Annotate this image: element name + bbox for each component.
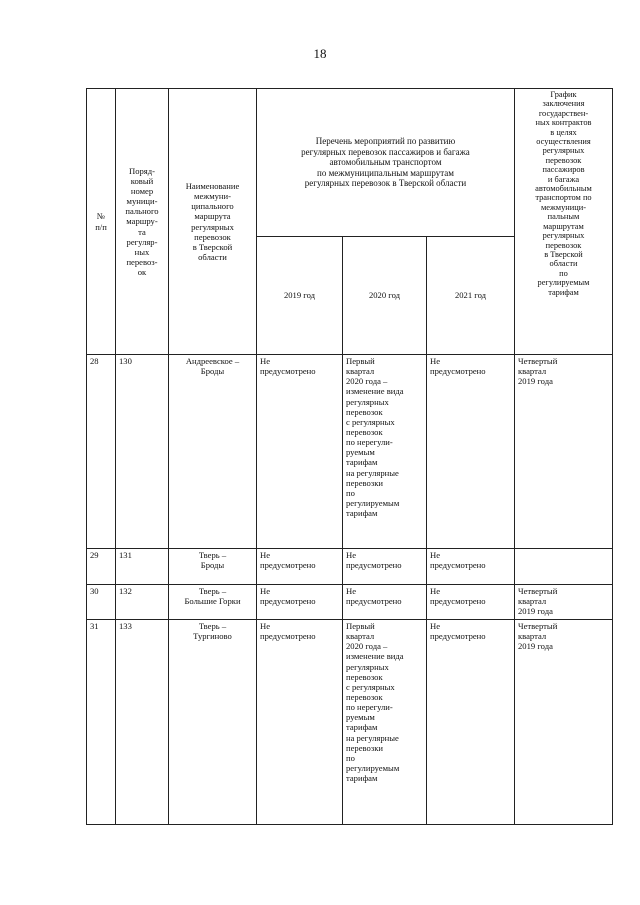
row-num: 31 xyxy=(87,620,116,825)
header-year-2021: 2021 год xyxy=(427,237,515,355)
row-2021: Не предусмотрено xyxy=(427,585,515,620)
row-2019: Не предусмотрено xyxy=(257,355,343,549)
row-contract: Четвертый квартал 2019 года xyxy=(515,585,613,620)
header-contract-schedule: График заключения государствен- ных контрактов в целях осуществления регулярных перевозок пассажиров и багажа автомобильным транспортом по межмуници- пальным маршрутам регулярных перевозок в Тверской области по регулируемым тарифам xyxy=(515,89,613,355)
table-row xyxy=(87,549,613,585)
row-2020: Не предусмотрено xyxy=(343,549,427,585)
row-route-name: Тверь – Тургиново xyxy=(169,620,257,825)
row-num: 29 xyxy=(87,549,116,585)
header-year-2019: 2019 год xyxy=(257,237,343,355)
row-2021: Не предусмотрено xyxy=(427,620,515,825)
row-2020: Первый квартал 2020 года – изменение вида регулярных перевозок с регулярных перевозок по нерегули- руемым тарифам на регулярные перевозки по регулируемым тарифам xyxy=(343,355,427,549)
row-num: 30 xyxy=(87,585,116,620)
header-route-number: Поряд- ковый номер муници- пального маршру- та регуляр- ных перевоз- ок xyxy=(116,89,169,355)
row-route-name: Тверь – Большие Горки xyxy=(169,585,257,620)
row-route-number: 133 xyxy=(116,620,169,825)
row-contract xyxy=(515,549,613,585)
row-route-name: Тверь – Броды xyxy=(169,549,257,585)
row-num: 28 xyxy=(87,355,116,549)
row-route-number: 132 xyxy=(116,585,169,620)
table-row xyxy=(87,620,613,825)
row-contract: Четвертый квартал 2019 года xyxy=(515,620,613,825)
header-num: № п/п xyxy=(87,89,116,355)
row-2019: Не предусмотрено xyxy=(257,549,343,585)
row-2019: Не предусмотрено xyxy=(257,585,343,620)
header-measures: Перечень мероприятий по развитию регулярных перевозок пассажиров и багажа автомобильным транспортом по межмуниципальным маршрутам регулярных перевозок в Тверской области xyxy=(257,89,515,237)
row-2019: Не предусмотрено xyxy=(257,620,343,825)
row-2021: Не предусмотрено xyxy=(427,355,515,549)
header-route-name: Наименование межмуни- ципального маршрута регулярных перевозок в Тверской области xyxy=(169,89,257,355)
table-row xyxy=(87,355,613,549)
row-route-number: 130 xyxy=(116,355,169,549)
row-2021: Не предусмотрено xyxy=(427,549,515,585)
header-row xyxy=(87,89,613,237)
routes-table xyxy=(86,88,613,825)
table-row xyxy=(87,585,613,620)
page-number: 18 xyxy=(313,46,327,61)
row-contract: Четвертый квартал 2019 года xyxy=(515,355,613,549)
row-route-name: Андреевское – Броды xyxy=(169,355,257,549)
row-2020: Не предусмотрено xyxy=(343,585,427,620)
row-route-number: 131 xyxy=(116,549,169,585)
header-year-2020: 2020 год xyxy=(343,237,427,355)
row-2020: Первый квартал 2020 года – изменение вида регулярных перевозок с регулярных перевозок по нерегули- руемым тарифам на регулярные перевозки по регулируемым тарифам xyxy=(343,620,427,825)
